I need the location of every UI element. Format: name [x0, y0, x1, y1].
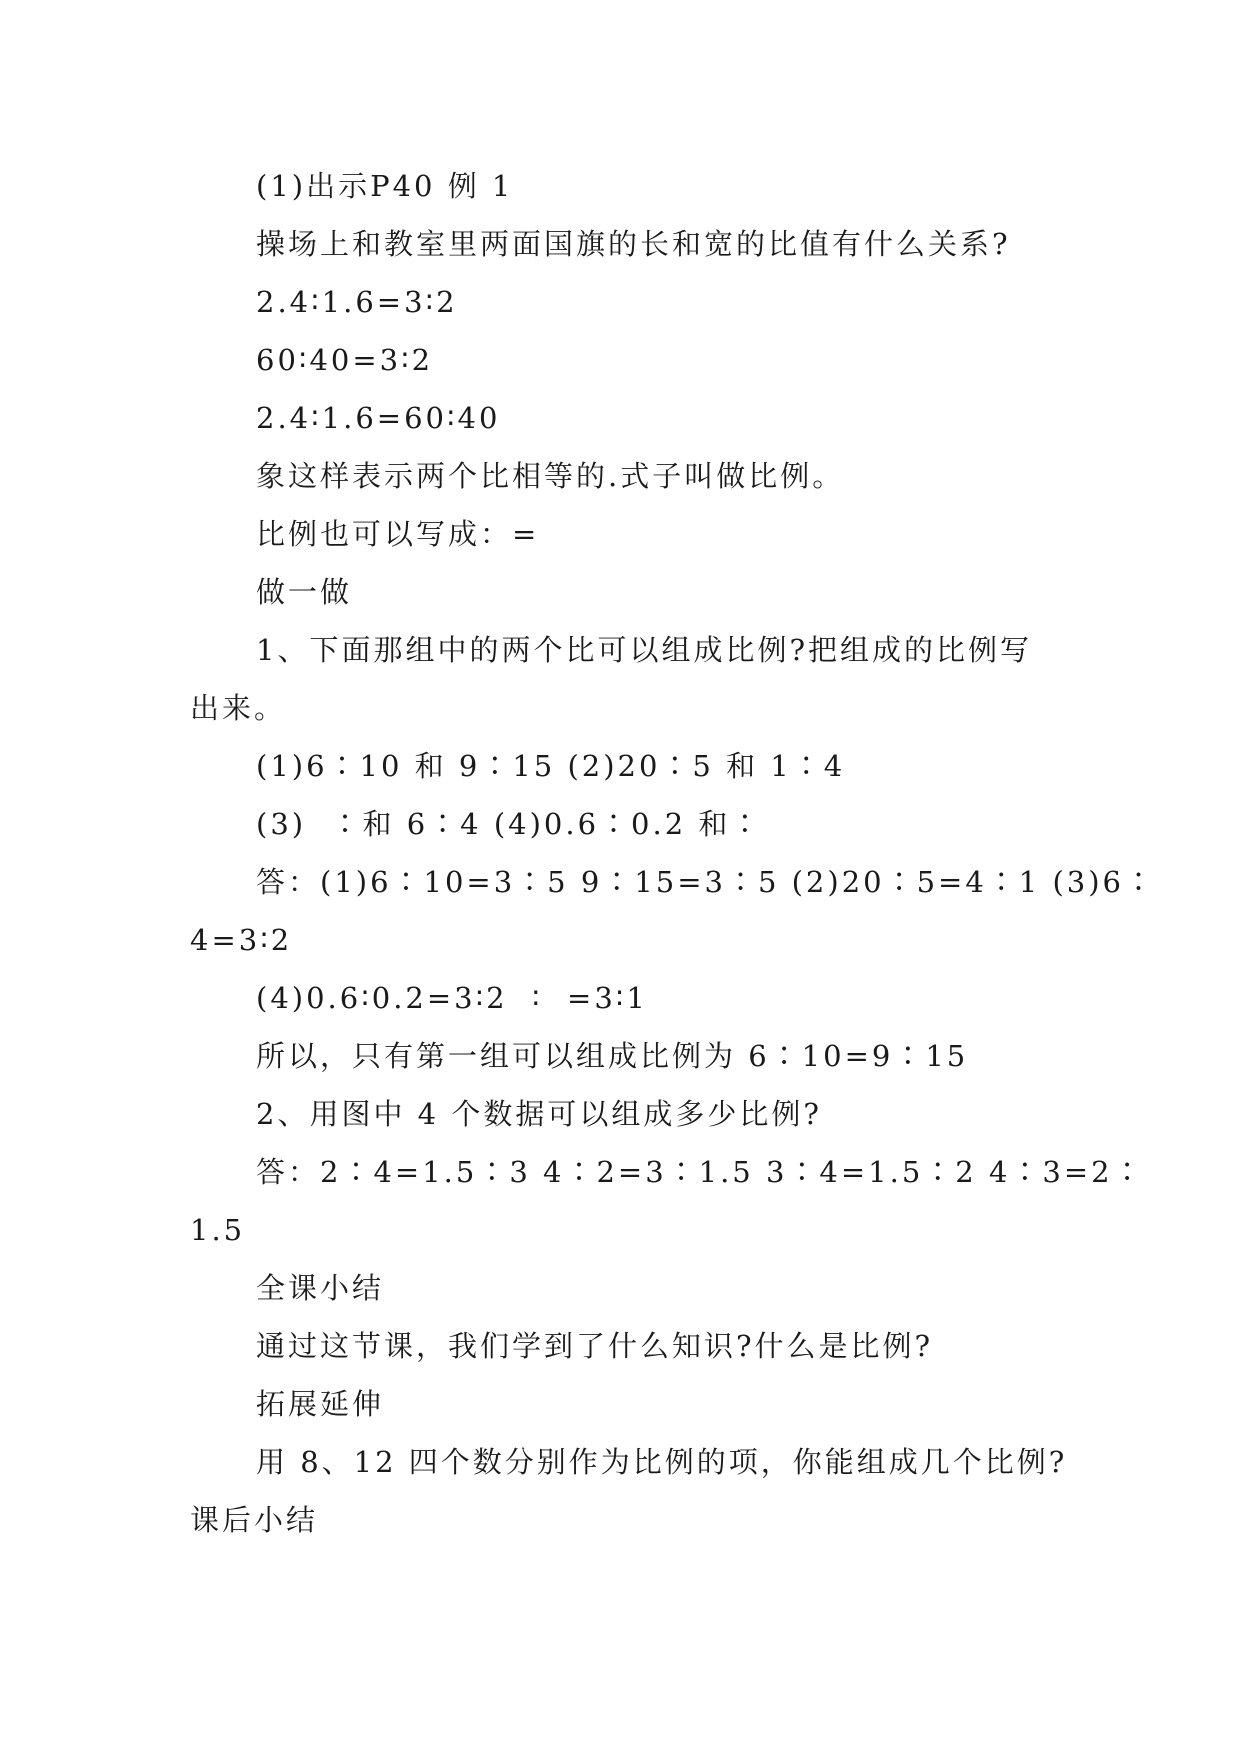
text-line: 象这样表示两个比相等的.式子叫做比例。: [256, 459, 845, 493]
text-line: (1)出示P40 例 1: [256, 169, 514, 203]
section-heading: 拓展延伸: [256, 1387, 385, 1421]
section-heading: 全课小结: [256, 1271, 385, 1305]
text-line: 操场上和教室里两面国旗的长和宽的比值有什么关系?: [256, 227, 1011, 261]
text-line: 比例也可以写成：=: [256, 517, 540, 551]
text-line: (3) ∶和 6∶4 (4)0.6∶0.2 和∶: [256, 807, 763, 841]
text-line: (1)6∶10 和 9∶15 (2)20∶5 和 1∶4: [256, 749, 846, 783]
text-line: 2.4∶1.6=3∶2: [256, 285, 458, 319]
text-line: 答：2∶4=1.5∶3 4∶2=3∶1.5 3∶4=1.5∶2 4∶3=2∶: [256, 1155, 1145, 1189]
text-line: 所以，只有第一组可以组成比例为 6∶10=9∶15: [256, 1039, 969, 1073]
text-line: 4=3∶2: [190, 923, 293, 957]
text-line: 答：(1)6∶10=3∶5 9∶15=3∶5 (2)20∶5=4∶1 (3)6∶: [256, 865, 1156, 899]
text-line: 出来。: [190, 691, 287, 725]
text-line: 2.4∶1.6=60∶40: [256, 401, 501, 435]
section-heading: 做一做: [256, 575, 353, 609]
section-heading: 课后小结: [190, 1503, 319, 1537]
text-line: 用 8、12 四个数分别作为比例的项，你能组成几个比例?: [256, 1445, 1068, 1479]
text-line: 2、用图中 4 个数据可以组成多少比例?: [256, 1097, 822, 1131]
text-line: 通过这节课，我们学到了什么知识?什么是比例?: [256, 1329, 934, 1363]
text-line: 1、下面那组中的两个比可以组成比例?把组成的比例写: [256, 633, 1032, 667]
text-line: 1.5: [190, 1213, 246, 1247]
text-line: 60∶40=3∶2: [256, 343, 434, 377]
text-line: (4)0.6∶0.2=3∶2 ∶ =3∶1: [256, 981, 648, 1015]
